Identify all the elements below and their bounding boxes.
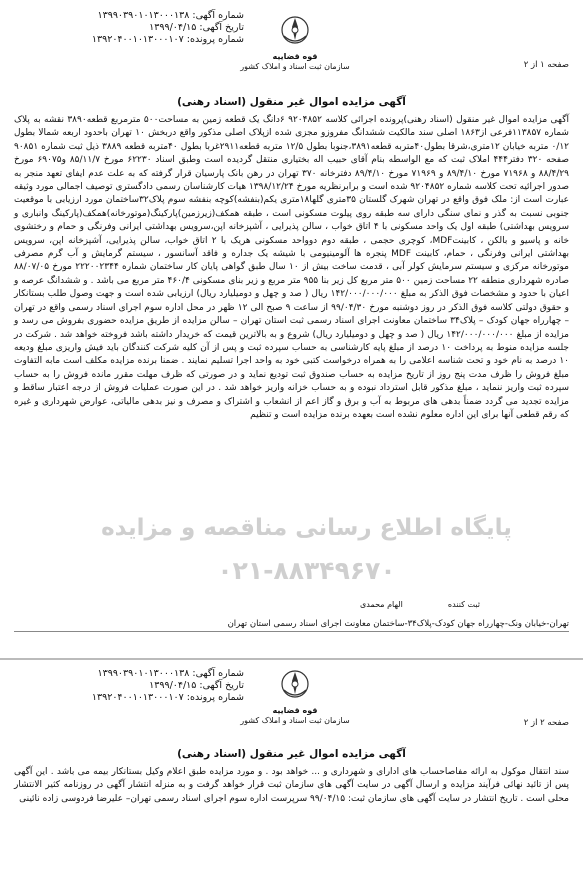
address-footer: تهران-خیابان ونک-چهارراه جهان کودک-پلاک۳۴-ساختمان معاونت اجرای اسناد رسمی استان تهران — [14, 619, 569, 632]
org-motto: قوه قضاییه — [272, 706, 318, 715]
org-name: سازمان ثبت اسناد و املاک کشور — [240, 716, 350, 725]
page-number: صفحه ۱ از ۲ — [523, 60, 569, 70]
judiciary-emblem-icon — [275, 664, 315, 704]
organization-header — [240, 706, 350, 726]
page-number: صفحه ۲ از ۲ — [523, 718, 569, 728]
watermark-phone: ۰۲۱-۸۸۳۴۹۶۷۰ — [217, 556, 396, 585]
file-number: شماره پرونده: ۱۳۹۲۰۴۰۰۱۰۱۳۰۰۰۱۰۷ — [91, 692, 244, 703]
page-2 — [0, 660, 583, 880]
organization-header — [240, 52, 350, 72]
notice-title: آگهی مزایده اموال غیر منقول (اسناد رهنی) — [177, 96, 406, 108]
watermark-text: پایگاه اطلاع رسانی مناقصه و مزایده — [101, 515, 512, 541]
notice-body: سند انتقال موکول به ارائه مفاصاحساب های ادارای و شهرداری و ... خواهد بود . و مورد مزایده طبق اعلام وکیل بستانکار بیمه می باشد . این آگهی پس از تائید نهائی فرآیند مزایده و ارسال آگهی در سایت آگهی های سازمان ثبت قرار خواهد گرفت و به منزله انتشار آگهی در روزنامه کثیر الانتشار محلی است . تاریخ انتشار در سایت آگهی های سازمان ثبت: ۹۹/۰۴/۱۵ سرپرست اداره سوم اجرای اسناد رسمی تهران– علیرضا فردوسی زاده نائینی — [14, 767, 569, 804]
notice-number: شماره آگهی: ۱۳۹۹۰۳۹۰۱۰۱۳۰۰۰۱۳۸ — [97, 668, 244, 679]
signature-block — [360, 600, 480, 609]
notice-meta — [34, 10, 244, 46]
notice-body: آگهی مزایده اموال غیر منقول (اسناد رهنی)پرونده اجرائی کلاسه ۹۲۰۴۸۵۲ ۶دانگ یک قطعه زمین به مساحت۵۰۰ مترمربع قطعه۳۸۹۰ نقشه به پلاک شماره ۱۱۳۸۵۷فرعی از۱۸۶۳ اصلی سند مالکیت ششدانگ مفروزو مجزی شده ازپلاک اصلی مذکور واقع دربخش ۱۰ تهران باحدود اربعه شمالا بطول ۰/۱۲ متربه خیابان ۱۲متری،شرقا بطول۴۰متربه قطعه۳۸۹۱،جنوبا بطول ۱۲/۵ متربه قطعه۲۹۱۱غربا بطول ۴۰متربه قطعه ۳۸۸۹ ذیل ثبت شماره ۹۰۸۵۱ صفحه ۳۲۰ دفتر۴۴۴ املاک ثبت که مع الواسطه بنام آقای حبیب اله بختیاری منتقل گردیده است وطبق اسناد ۶۲۲۳۰ مورخ ۸۵/۱۱/۷ و۶۹۰۷۵ مورخ ۸۸/۴/۲۹ و ۷۱۹۶۸ مورخ ۸۹/۴/۱۰ و ۷۱۹۶۹ مورخ ۸۹/۴/۱۰ دفترخانه ۳۷۰ تهران در رهن بانک پارسیان قرار گرفته که به علت عدم ایفای تعهد منجر به صدور اجرائیه تحت کلاسه شماره ۹۲۰۴۸۵۲ شده است و برابرنظریه مورخ ۱۳۹۸/۱۲/۲۴ هیات کارشناسان رسمی دادگستری توصیف اجمالی مورد وثیقه عبارت است از: ملک فوق واقع در تهران شهرک گلستان ۳۵متری گلها۱۸متری یکم(بنفشه)کوچه بنفشه سوم پلاک۳۲ساختمان مورد ارزیابی با موقعیت جنوبی نسبت به گذر و نمای سنگی دارای سه طبقه روی پیلوت مسکونی است ، طبقه همکف(زیرزمین)پارکینگ(موتورخانه)همکف(پارکینگ وانباری و سرویس بهداشتی) طبقه اول یک واحد مسکونی با ۴ اتاق خواب ، سالن پذیرایی ، آشپزخانه اپن،سرویس بهداشتی ایرانی وفرنگی و حمام و رختشوی خانه و پاسیو و بالکن ، کابینتMDF، کوچری حجمی ، طبقه دوم دوواحد مسکونی هریک با ۲ اتاق خواب، سالن پذیرایی، آشپزخانه اپن، سرویس بهداشتی ایرانی وفرنگی ، حمام، کابینت MDF پنجره ها آلومینیومی با شیشه یک جداره و فاقد آسانسور ، سیستم گرمایش و آب گرم مصرفی موتورخانه مرکزی و سیستم سرمایش کولر آبی ، قدمت ساخت بیش از ۱۰ سال طبق گواهی پایان کار ساختمان شماره ۲۲۲۰۰۲۳۴۴ مورخ ۸۸/۰۷/۰۵ صادره شهرداری منطقه ۲۲ مساحت زمین ۵۰۰ متر مربع کل زیر بنا ۹۵۵ متر مربع و زیر بنای مسکونی ۴۶۰/۴ متر مربع می باشد . و ششدانگ عرصه و اعیان با حدود و مشخصات فوق الذکر به مبلغ ۱۴۲/۰۰۰/۰۰۰/۰۰۰ ریال ( صد و چهل و دومیلیارد ریال) ارزیابی شده است و جهت وصول طلب بستانکار و حقوق دولتی کلاسه فوق الذکر در روز دوشنبه مورخ ۹۹/۰۴/۳۰ از ساعت ۹ صبح الی ۱۲ ظهر در محل اداره سوم اجرای اسناد رسمی واقع در تهران – چهارراه جهان کودک – پلاک۳۴ ساختمان معاونت اجرای اسناد رسمی ثبت استان تهران – سالن مزایده از طریق مزایده حضوری بفروش می رسد و مزایده از مبلغ ۱۴۲/۰۰۰/۰۰۰/۰۰۰ ریال ( صد و چهل و دومیلیارد ریال) شروع و به بالاترین قیمت که خریدار داشته باشد فروخته خواهد شد . شرکت در جلسه مزایده منوط به پرداخت ۱۰ درصد از مبلغ پایه کارشناسی به حساب سپرده ثبت و پس از آن کلیه شرکت کنندگان باید فیش واریزی مبلغ ودیعه ۱۰ درصد به نام خود و تحت شناسه اعلامی را به همراه درخواست کتبی خود به واحد اجرا تسلیم نمایند . ضمنا برنده مزایده مکلف است مابه التفاوت مبلغ فروش را ظرف مدت پنج روز از تاریخ مزایده به حساب صندوق ثبت تودیع نماید و در صورتی که ظرف مهلت مقرر مانده فروش را به حساب سپرده ثبت واریز ننماید ، مبلغ مذکور قابل استرداد نبوده و به حساب خزانه واریز خواهد شد . در این صورت عملیات فروش از درجه اعتبار ساقط و مزایده تجدید می گردد ضمناً بدهی های مربوط به آب و برق و گاز اعم از انشعاب و اشتراک و مصرف و نیز بدهی مالیاتی، عوارض شهرداری و غیره که رقم قطعی آنها برای این اداره معلوم نشده است بعهده برنده مزایده است و تنظیم — [14, 115, 570, 420]
signature-role: ثبت کننده — [447, 600, 480, 609]
notice-number: شماره آگهی: ۱۳۹۹۰۳۹۰۱۰۱۳۰۰۰۱۳۸ — [97, 10, 244, 21]
notice-date: تاریخ آگهی: ۱۳۹۹/۰۴/۱۵ — [149, 22, 244, 33]
file-number: شماره پرونده: ۱۳۹۲۰۴۰۰۱۰۱۳۰۰۰۱۰۷ — [91, 34, 244, 45]
notice-meta — [34, 668, 244, 704]
notice-date: تاریخ آگهی: ۱۳۹۹/۰۴/۱۵ — [149, 680, 244, 691]
signature-name: الهام محمدی — [360, 600, 403, 609]
judiciary-emblem-icon — [275, 10, 315, 50]
notice-title: آگهی مزایده اموال غیر منقول (اسناد رهنی) — [177, 748, 406, 760]
org-motto: قوه قضاییه — [272, 52, 318, 61]
org-name: سازمان ثبت اسناد و املاک کشور — [240, 62, 350, 71]
